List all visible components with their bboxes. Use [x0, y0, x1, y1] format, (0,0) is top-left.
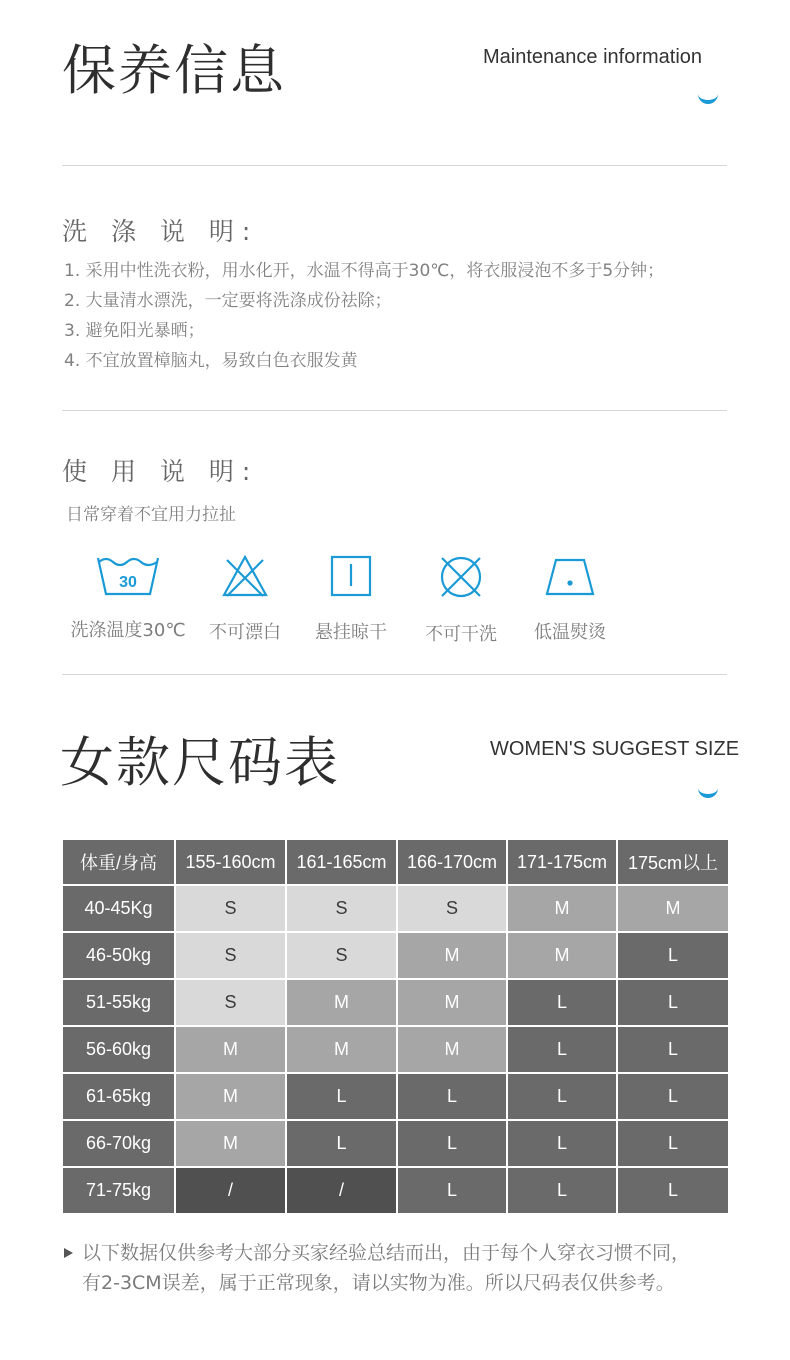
table-header-row — [62, 839, 729, 885]
list-item: 1. 采用中性洗衣粉，用水化开，水温不得高于30℃，将衣服浸泡不多于5分钟； — [64, 261, 665, 281]
size-cell: M — [286, 979, 397, 1026]
header-cell: 175cm以上 — [617, 839, 729, 885]
size-cell: L — [617, 932, 729, 979]
size-cell: L — [397, 1120, 507, 1167]
hang-dry-icon — [329, 554, 373, 598]
header-cell: 166-170cm — [397, 839, 507, 885]
size-cell: L — [617, 1073, 729, 1120]
care-label: 洗涤温度30℃ — [70, 620, 186, 641]
list-item: 2. 大量清水漂洗，一定要将洗涤成份祛除； — [64, 291, 392, 311]
wash-30-icon — [96, 554, 160, 596]
size-title: 女款尺码表 — [60, 731, 340, 794]
divider — [62, 165, 727, 166]
size-cell: L — [507, 1026, 617, 1073]
weight-cell: 40-45Kg — [62, 885, 175, 932]
header-cell: 171-175cm — [507, 839, 617, 885]
size-cell: L — [507, 1120, 617, 1167]
size-cell: L — [397, 1167, 507, 1214]
size-cell: S — [175, 932, 286, 979]
table-row — [62, 1073, 729, 1120]
weight-cell: 61-65kg — [62, 1073, 175, 1120]
size-cell: M — [175, 1073, 286, 1120]
size-cell: M — [175, 1026, 286, 1073]
size-cell: M — [397, 932, 507, 979]
usage-heading: 使 用 说 明: — [62, 457, 259, 486]
care-item-no-dry-clean — [416, 554, 506, 646]
table-row — [62, 1167, 729, 1214]
divider — [62, 410, 727, 411]
size-cell: / — [286, 1167, 397, 1214]
size-en-title: WOMEN'S SUGGEST SIZE — [490, 738, 740, 760]
size-cell: M — [507, 932, 617, 979]
size-cell: M — [397, 979, 507, 1026]
weight-cell: 51-55kg — [62, 979, 175, 1026]
weight-cell: 46-50kg — [62, 932, 175, 979]
size-cell: L — [507, 979, 617, 1026]
note-line: 有2-3CM误差，属于正常现象，请以实物为准。所以尺码表仅供参考。 — [82, 1272, 675, 1294]
size-cell: M — [397, 1026, 507, 1073]
size-cell: L — [617, 1120, 729, 1167]
list-item: 4. 不宜放置樟脑丸，易致白色衣服发黄 — [64, 351, 358, 371]
size-note — [82, 1238, 690, 1298]
smile-accent-icon — [698, 94, 718, 104]
size-cell: L — [617, 1167, 729, 1214]
size-cell: L — [397, 1073, 507, 1120]
size-table-body — [62, 885, 729, 1214]
maintenance-en-title: Maintenance information — [483, 46, 703, 68]
size-cell: M — [617, 885, 729, 932]
size-cell: M — [507, 885, 617, 932]
washing-heading: 洗 涤 说 明: — [62, 217, 259, 246]
wash-temp-text: 30 — [119, 574, 137, 591]
care-item-low-iron — [525, 554, 615, 644]
size-cell: L — [617, 979, 729, 1026]
table-row — [62, 1026, 729, 1073]
bullet-triangle-icon — [64, 1248, 73, 1258]
table-row — [62, 932, 729, 979]
table-row — [62, 979, 729, 1026]
size-cell: S — [397, 885, 507, 932]
maintenance-title: 保养信息 — [62, 39, 286, 102]
no-bleach-icon — [221, 554, 269, 598]
smile-accent-icon — [698, 788, 718, 798]
size-cell: L — [286, 1120, 397, 1167]
weight-cell: 71-75kg — [62, 1167, 175, 1214]
care-item-no-bleach — [200, 554, 290, 644]
size-cell: M — [175, 1120, 286, 1167]
header-cell: 体重/身高 — [62, 839, 175, 885]
care-item-wash — [69, 554, 187, 642]
care-label: 不可漂白 — [209, 622, 281, 643]
header-cell: 155-160cm — [175, 839, 286, 885]
size-cell: L — [507, 1073, 617, 1120]
list-item: 3. 避免阳光暴晒； — [64, 321, 205, 341]
care-label: 低温熨烫 — [534, 622, 606, 643]
note-line: 以下数据仅供参考大部分买家经验总结而出，由于每个人穿衣习惯不同， — [82, 1242, 691, 1264]
header-cell: 161-165cm — [286, 839, 397, 885]
care-item-hang-dry — [306, 554, 396, 644]
weight-cell: 56-60kg — [62, 1026, 175, 1073]
washing-list — [64, 256, 664, 376]
size-cell: L — [617, 1026, 729, 1073]
size-cell: S — [175, 979, 286, 1026]
size-cell: M — [286, 1026, 397, 1073]
care-label: 不可干洗 — [425, 624, 497, 645]
no-dry-clean-icon — [438, 554, 484, 600]
size-cell: / — [175, 1167, 286, 1214]
usage-text: 日常穿着不宜用力拉扯 — [66, 505, 236, 525]
size-cell: S — [286, 885, 397, 932]
table-row — [62, 1120, 729, 1167]
weight-cell: 66-70kg — [62, 1120, 175, 1167]
divider — [62, 674, 727, 675]
size-table — [61, 838, 730, 1215]
low-iron-icon — [544, 554, 596, 598]
table-row — [62, 885, 729, 932]
size-cell: S — [286, 932, 397, 979]
care-label: 悬挂晾干 — [315, 622, 387, 643]
size-cell: L — [507, 1167, 617, 1214]
size-cell: L — [286, 1073, 397, 1120]
size-cell: S — [175, 885, 286, 932]
